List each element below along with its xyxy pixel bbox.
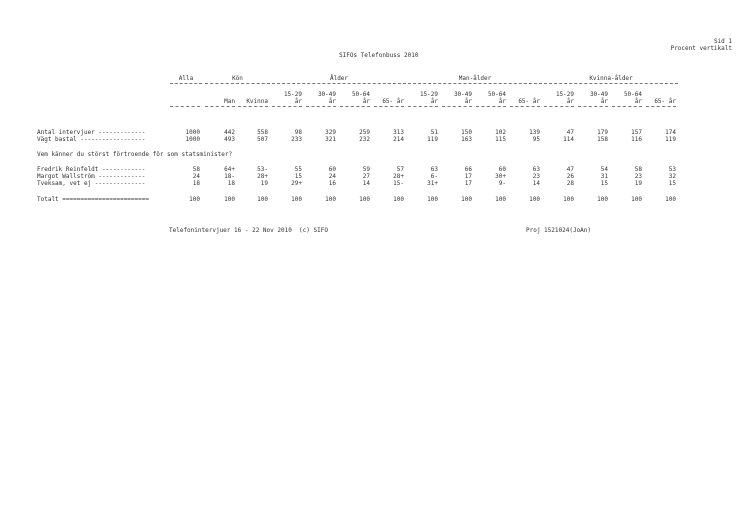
column-header-bottom: år <box>634 98 642 105</box>
table-cell: 53 <box>668 166 676 173</box>
column-header-rule <box>170 106 200 107</box>
table-cell: 493 <box>224 136 235 143</box>
table-cell: 174 <box>665 129 676 136</box>
table-cell: 100 <box>597 196 608 203</box>
row-fredrik-reinfeldt-label: Fredrik Reinfeldt ------------ <box>37 166 146 173</box>
table-cell: 16 <box>328 180 336 187</box>
column-header-rule <box>340 106 370 107</box>
table-cell: 100 <box>495 196 506 203</box>
table-cell: 95 <box>532 136 540 143</box>
column-header-rule <box>306 106 336 107</box>
table-cell: 58 <box>192 166 200 173</box>
table-cell: 47 <box>566 129 574 136</box>
table-cell: 442 <box>224 129 235 136</box>
table-cell: 14 <box>362 180 370 187</box>
row-totalt-label: Totalt ======================== <box>37 196 149 203</box>
column-header-bottom: 65- år <box>382 98 404 105</box>
table-cell: 30+ <box>495 173 506 180</box>
row-tveksam-label: Tveksam, vet ej -------------- <box>37 180 146 187</box>
group-header-alder: Ålder <box>329 75 349 82</box>
column-header-top: 15-29 <box>419 91 438 98</box>
table-cell: 63 <box>430 166 438 173</box>
table-cell: 54 <box>600 166 608 173</box>
column-header-top: 50-64 <box>623 91 642 98</box>
question-text: Vem känner du störst förtroende för som statsminister? <box>37 151 233 158</box>
table-cell: 31+ <box>427 180 438 187</box>
table-cell: 100 <box>189 196 200 203</box>
table-cell: 66 <box>464 166 472 173</box>
column-header-rule <box>442 106 472 107</box>
column-header-bottom: Kvinna <box>246 98 268 105</box>
table-cell: 313 <box>393 129 404 136</box>
table-cell: 55 <box>294 166 302 173</box>
column-header-bottom: år <box>600 98 608 105</box>
table-cell: 214 <box>393 136 404 143</box>
page-number: Sid 1 <box>713 38 732 45</box>
table-cell: 9- <box>498 180 506 187</box>
table-cell: 14 <box>532 180 540 187</box>
footer-fieldwork: Telefonintervjuer 16 - 22 Nov 2010 (c) SIFO <box>169 227 328 234</box>
table-cell: 139 <box>529 129 540 136</box>
table-cell: 150 <box>461 129 472 136</box>
row-antal-intervjuer-label: Antal intervjuer ------------- <box>37 129 146 136</box>
table-cell: 23 <box>634 173 642 180</box>
column-header-bottom: år <box>362 98 370 105</box>
table-cell: 29+ <box>291 180 302 187</box>
column-header-rule <box>544 106 574 107</box>
column-header-bottom: år <box>430 98 438 105</box>
column-header-top: 15-29 <box>283 91 302 98</box>
column-header-rule <box>272 106 302 107</box>
column-header-rule <box>205 106 235 107</box>
column-header-rule <box>476 106 506 107</box>
table-cell: 15- <box>393 180 404 187</box>
table-cell: 233 <box>291 136 302 143</box>
table-cell: 179 <box>597 129 608 136</box>
column-header-rule <box>578 106 608 107</box>
column-header-bottom: Man <box>224 98 235 105</box>
group-header-man-alder-rule <box>408 83 542 84</box>
table-cell: 102 <box>495 129 506 136</box>
table-cell: 232 <box>359 136 370 143</box>
table-cell: 24 <box>328 173 336 180</box>
column-header-bottom: år <box>566 98 574 105</box>
table-cell: 64+ <box>224 166 235 173</box>
group-header-kvinna-alder-rule <box>544 83 678 84</box>
table-cell: 100 <box>665 196 676 203</box>
table-cell: 15 <box>668 180 676 187</box>
column-header-top: 30-49 <box>453 91 472 98</box>
table-cell: 100 <box>257 196 268 203</box>
table-cell: 15 <box>600 180 608 187</box>
table-cell: 100 <box>291 196 302 203</box>
table-cell: 47 <box>566 166 574 173</box>
table-cell: 19 <box>260 180 268 187</box>
table-cell: 32 <box>668 173 676 180</box>
table-cell: 115 <box>495 136 506 143</box>
table-cell: 321 <box>325 136 336 143</box>
table-cell: 27 <box>362 173 370 180</box>
table-cell: 19 <box>634 180 642 187</box>
column-header-rule <box>238 106 268 107</box>
table-cell: 59 <box>362 166 370 173</box>
report-title: SIFOs Telefonbuss 2010 <box>339 52 419 59</box>
footer-project: Proj 1521024(JoAn) <box>526 227 592 234</box>
column-header-rule <box>510 106 540 107</box>
column-header-rule <box>646 106 676 107</box>
column-header-top: 15-29 <box>555 91 574 98</box>
table-cell: 28+ <box>393 173 404 180</box>
table-cell: 100 <box>563 196 574 203</box>
table-cell: 119 <box>665 136 676 143</box>
table-cell: 259 <box>359 129 370 136</box>
table-cell: 100 <box>427 196 438 203</box>
column-header-bottom: 65- år <box>518 98 540 105</box>
table-cell: 15 <box>294 173 302 180</box>
group-header-man-alder: Man-ålder <box>458 75 492 82</box>
percent-mode-label: Procent vertikalt <box>670 45 732 52</box>
table-cell: 18- <box>224 173 235 180</box>
table-cell: 18 <box>192 180 200 187</box>
table-cell: 114 <box>563 136 574 143</box>
table-cell: 100 <box>529 196 540 203</box>
table-cell: 100 <box>461 196 472 203</box>
table-cell: 558 <box>257 129 268 136</box>
table-cell: 31 <box>600 173 608 180</box>
table-cell: 507 <box>257 136 268 143</box>
table-cell: 24 <box>192 173 200 180</box>
group-header-kvinna-alder: Kvinna-ålder <box>589 75 633 82</box>
column-header-top: 30-49 <box>589 91 608 98</box>
table-cell: 17 <box>464 173 472 180</box>
column-header-top: 30-49 <box>317 91 336 98</box>
column-header-top: 50-64 <box>487 91 506 98</box>
table-cell: 17 <box>464 180 472 187</box>
table-cell: 53- <box>257 166 268 173</box>
table-cell: 51 <box>430 129 438 136</box>
table-cell: 6- <box>430 173 438 180</box>
group-header-alla: Alla <box>178 75 194 82</box>
column-header-bottom: år <box>328 98 336 105</box>
table-cell: 58 <box>634 166 642 173</box>
table-cell: 100 <box>325 196 336 203</box>
table-cell: 329 <box>325 129 336 136</box>
table-cell: 23 <box>532 173 540 180</box>
table-cell: 157 <box>631 129 642 136</box>
row-vagt-bastal-label: Vägt bastal ------------------ <box>37 136 146 143</box>
column-header-rule <box>612 106 642 107</box>
table-cell: 28+ <box>257 173 268 180</box>
group-header-alder-rule <box>272 83 406 84</box>
table-cell: 100 <box>393 196 404 203</box>
table-cell: 163 <box>461 136 472 143</box>
column-header-bottom: år <box>464 98 472 105</box>
table-cell: 1000 <box>185 136 200 143</box>
table-cell: 100 <box>359 196 370 203</box>
table-cell: 18 <box>227 180 235 187</box>
table-cell: 1000 <box>185 129 200 136</box>
table-cell: 26 <box>566 173 574 180</box>
table-cell: 119 <box>427 136 438 143</box>
table-cell: 60 <box>328 166 336 173</box>
column-header-bottom: år <box>294 98 302 105</box>
column-header-top: 50-64 <box>351 91 370 98</box>
group-header-kon-rule <box>205 83 270 84</box>
group-header-kon: Kön <box>232 75 243 82</box>
table-cell: 28 <box>566 180 574 187</box>
column-header-bottom: 65- år <box>654 98 676 105</box>
column-header-rule <box>374 106 404 107</box>
table-cell: 57 <box>396 166 404 173</box>
table-cell: 60 <box>498 166 506 173</box>
table-cell: 100 <box>631 196 642 203</box>
table-cell: 116 <box>631 136 642 143</box>
group-header-alla-rule <box>170 83 202 84</box>
column-header-bottom: år <box>498 98 506 105</box>
row-margot-wallstrom-label: Margot Wallström ------------- <box>37 173 146 180</box>
table-cell: 158 <box>597 136 608 143</box>
table-cell: 100 <box>224 196 235 203</box>
table-cell: 98 <box>294 129 302 136</box>
column-header-rule <box>408 106 438 107</box>
table-cell: 63 <box>532 166 540 173</box>
